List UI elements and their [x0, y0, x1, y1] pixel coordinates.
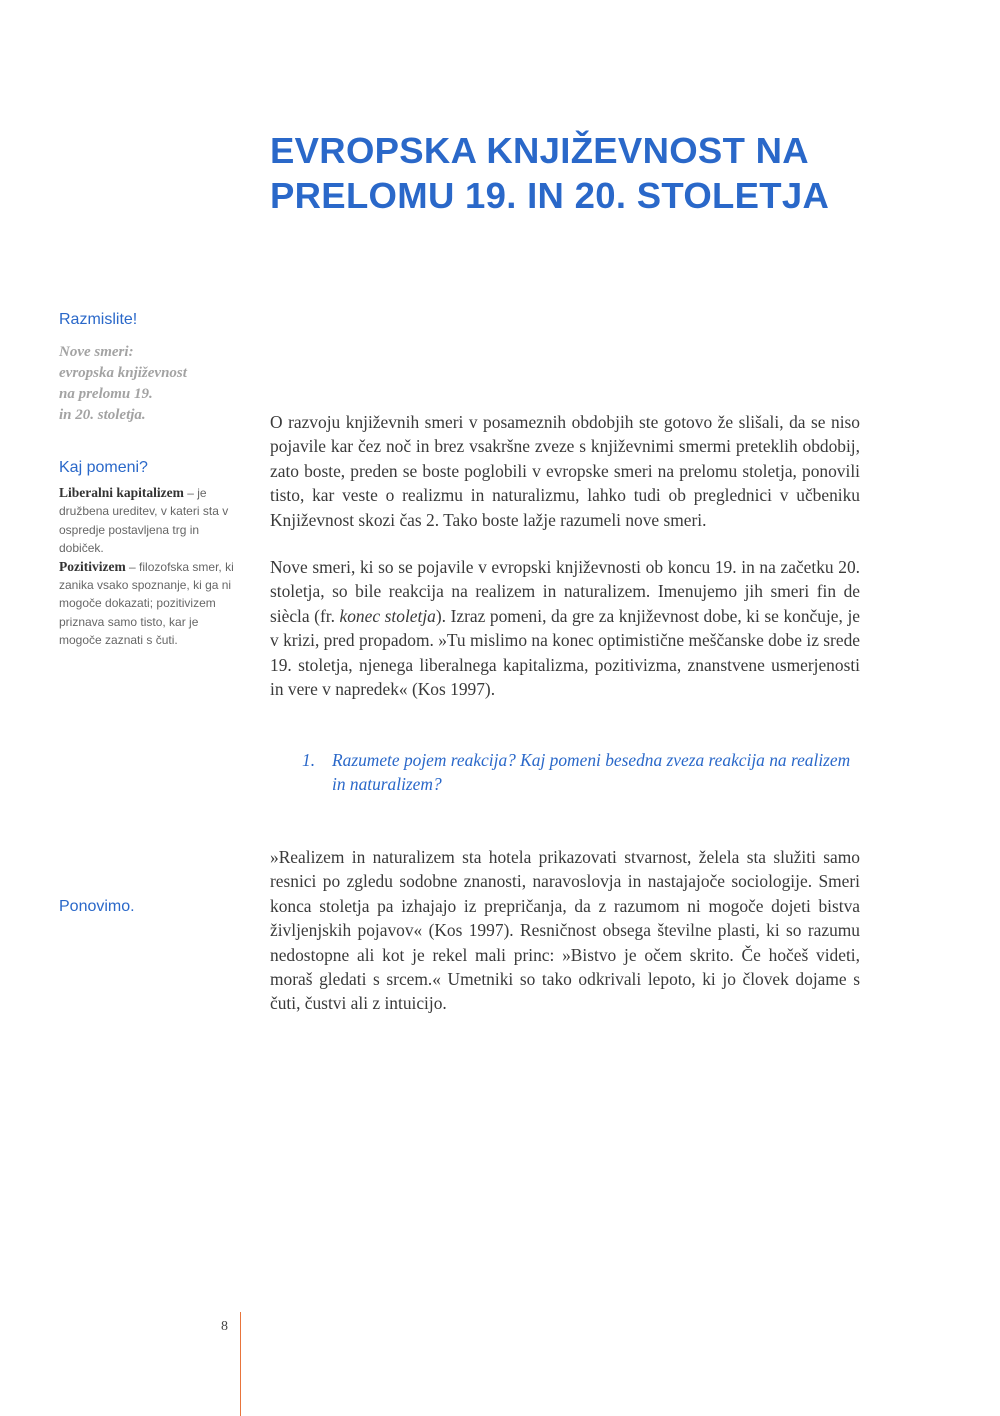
new-directions-paragraph — [270, 555, 860, 701]
chapter-title-line-2: PRELOMU 19. IN 20. STOLETJA — [270, 175, 830, 216]
intro-paragraph: O razvoju književnih smeri v posameznih obdobjih ste gotovo že slišali, da se niso pojavile kar čez noč in brez vsakršne zveze s književnimi smermi preteklih obdobij, zato boste, preden se boste poglobili v evropske smeri na prelomu stoletja, ponovili tisto, kar veste o realizmu in naturalizmu, lahko tudi ob preglednici v učbeniku Književnost skozi čas 2. Tako boste lažje razumeli nove smeri. — [270, 412, 860, 530]
question-item — [302, 748, 862, 797]
page-divider-line — [240, 1312, 241, 1416]
new-directions-line-1: Nove smeri: — [59, 344, 134, 360]
new-directions-note — [59, 342, 239, 426]
glossary-entry — [59, 484, 237, 558]
glossary-term: Liberalni kapitalizem — [59, 485, 184, 500]
meaning-heading: Kaj pomeni? — [59, 459, 148, 476]
new-directions-line-4: in 20. stoletja. — [59, 407, 146, 423]
chapter-title — [270, 128, 950, 218]
question-text: Razumete pojem reakcija? Kaj pomeni besedna zveza reakcija na realizem in naturalizem? — [332, 750, 851, 795]
page-number: 8 — [221, 1319, 228, 1334]
glossary-definition: – filozofska smer, ki zanika vsako spoznanje, ki ga ni mogoče dokazati; pozitivizem priznava samo tisto, kar je mogoče zaznati s čuti. — [59, 559, 234, 648]
quote-paragraph: »Realizem in naturalizem sta hotela prikazovati stvarnost, želela sta služiti samo resnici po zgledu sodobne znanosti, naravoslovja in nastajajoče sociologije. Smeri konca stoletja pa izhajajo iz prepričanja, da z razumom ni mogoče dojeti bistva življenjskih pojavov« (Kos 1997). Resničnost obsega številne plasti, ki so razumu nedostopne ali kot je rekel mali princ: »Bistvo je očem skrito. Če hočeš videti, moraš gledati s srcem.« Umetniki so tako odkrivali lepoto, ki jo človek dojame s čuti, čustvi ali z intuicijo. — [270, 847, 860, 1014]
glossary-definition: – je družbena ureditev, v kateri sta v ospredje postavljena trg in dobiček. — [59, 486, 229, 556]
repeat-heading: Ponovimo. — [59, 898, 135, 915]
chapter-title-line-1: EVROPSKA KNJIŽEVNOST NA — [270, 130, 809, 171]
new-directions-line-3: na prelomu 19. — [59, 386, 153, 402]
think-heading: Razmislite! — [59, 311, 138, 328]
paragraph-text: ). Izraz pomeni, da gre za književnost dobe, ki se končuje, je v krizi, pred propadom. »Tu mislimo na konec optimistične meščanske dobe iz srede 19. stoletja, njenega liberalnega kapitalizma, pozitivizma, znanstvene usmerjenosti in vere v napredek« (Kos 1997). — [270, 605, 860, 700]
glossary — [59, 484, 237, 650]
question-number: 1. — [302, 750, 316, 770]
paragraph-text: Nove smeri, ki so se pojavile v evropski književnosti ob koncu 19. in na začetku 20. stoletja, so bile reakcija na realizem in naturalizem. Imenujemo jih smeri fin de siècla (fr. — [270, 557, 860, 626]
glossary-entry — [59, 558, 237, 650]
new-directions-line-2: evropska književnost — [59, 365, 187, 381]
glossary-term: Pozitivizem — [59, 558, 126, 574]
italic-term: konec stoletja — [339, 605, 436, 626]
